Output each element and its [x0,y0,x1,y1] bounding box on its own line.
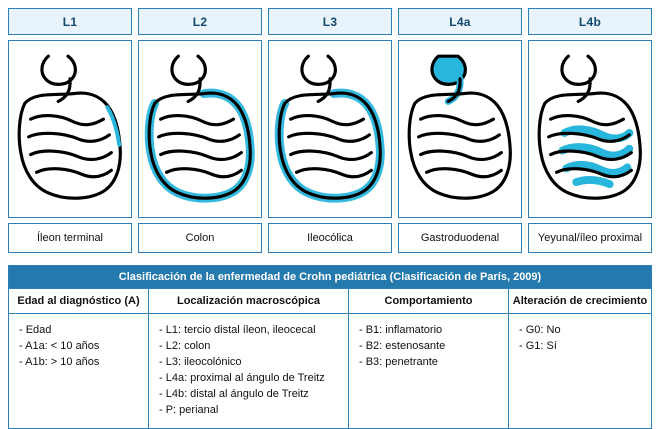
panel-l2-image [138,40,262,218]
list-item: - B3: penetrante [359,356,438,368]
panel-l2-caption: Colon [138,223,262,253]
crohn-bowel-diagram-l3-icon [269,41,391,217]
panel-l4a-title: L4a [398,8,522,35]
table-header-behavior: Comportamiento [349,289,509,313]
list-item: - Edad [19,324,52,336]
table-cell-age [9,314,149,428]
panel-l2-title: L2 [138,8,262,35]
panel-l1-caption: Íleon terminal [8,223,132,253]
table-header-row [9,288,651,313]
classification-table [8,265,652,429]
panel-l3-image [268,40,392,218]
panel-l1 [8,8,132,253]
crohn-bowel-diagram-l2-icon [139,41,261,217]
table-title: Clasificación de la enfermedad de Crohn pediátrica (Clasificación de París, 2009) [9,266,651,288]
list-item: - P: perianal [159,404,219,416]
list-item: - A1a: < 10 años [19,340,100,352]
panel-l1-title: L1 [8,8,132,35]
panel-l4a-caption: Gastroduodenal [398,223,522,253]
list-item: - L3: ileocolónico [159,356,242,368]
list-item: - G1: Sí [519,340,557,352]
panel-l4b-caption: Yeyunal/íleo proximal [528,223,652,253]
list-item: - G0: No [519,324,561,336]
crohn-bowel-diagram-l1-icon [9,41,131,217]
table-header-location: Localización macroscópica [149,289,349,313]
list-item: - L2: colon [159,340,211,352]
panel-l4a [398,8,522,253]
list-item: - B1: inflamatorio [359,324,443,336]
panel-l4a-image [398,40,522,218]
crohn-bowel-diagram-l4b-icon [529,41,651,217]
table-header-growth: Alteración de crecimiento [512,295,648,307]
panel-l4b-image [528,40,652,218]
table-header-age: Edad al diagnóstico (A) [9,289,149,313]
table-cell-growth [509,314,651,428]
list-item: - A1b: > 10 años [19,356,100,368]
panel-l4b-title: L4b [528,8,652,35]
table-cell-location [149,314,349,428]
crohn-bowel-diagram-l4a-icon [399,41,521,217]
panel-l3-caption: Ileocólica [268,223,392,253]
panel-l1-image [8,40,132,218]
list-item: - L4b: distal al ángulo de Treitz [159,388,309,400]
panel-l3 [268,8,392,253]
table-cell-behavior [349,314,509,428]
list-item: - L1: tercio distal íleon, ileocecal [159,324,316,336]
panel-l4b [528,8,652,253]
panel-row [8,8,652,253]
table-body-row [9,313,651,428]
list-item: - B2: estenosante [359,340,446,352]
panel-l2 [138,8,262,253]
panel-l3-title: L3 [268,8,392,35]
list-item: - L4a: proximal al ángulo de Treitz [159,372,325,384]
